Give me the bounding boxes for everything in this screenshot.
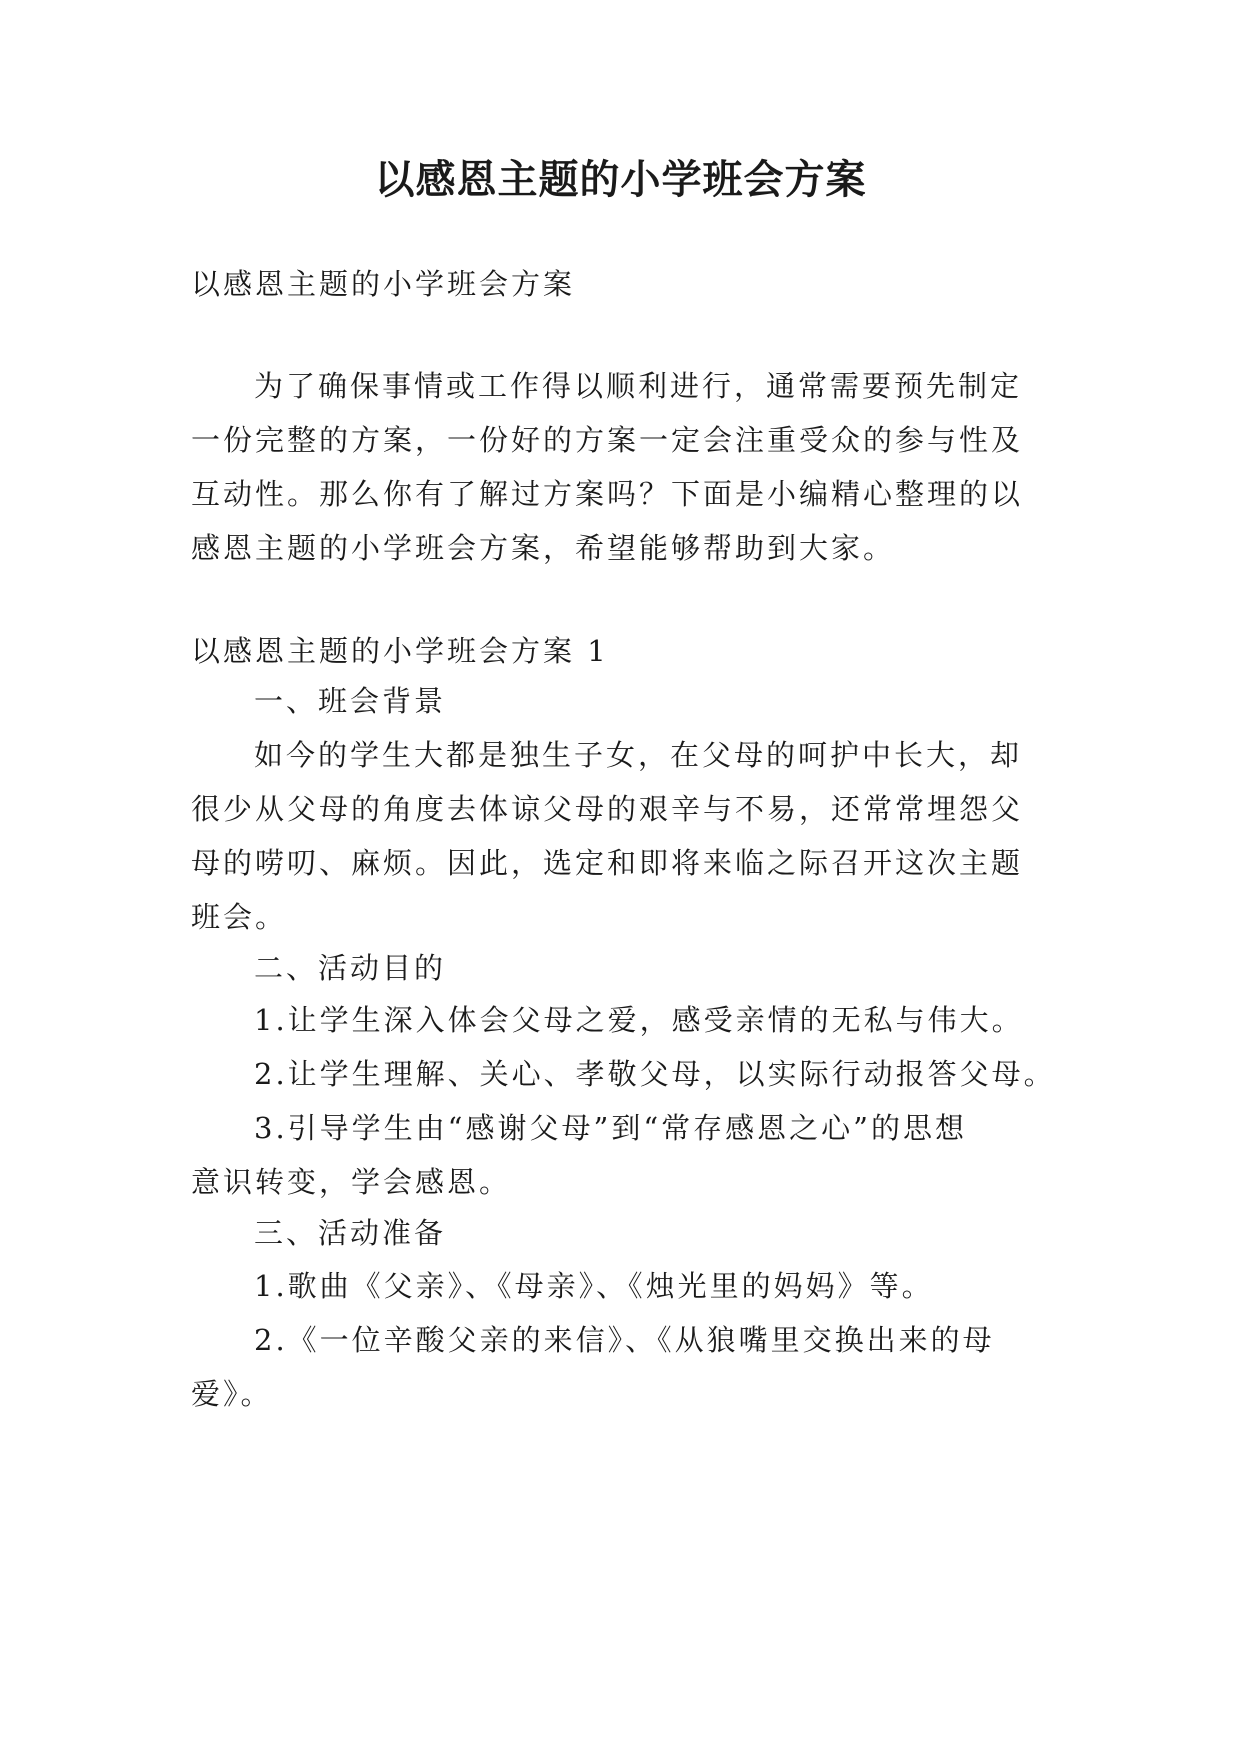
background-line: 如今的学生大都是独生子女，在父母的呵护中长大，却 bbox=[254, 738, 1023, 772]
document-title: 以感恩主题的小学班会方案 bbox=[374, 157, 867, 203]
purpose-item: 3.引导学生由“感谢父母”到“常存感恩之心”的思想 bbox=[254, 1111, 967, 1145]
purpose-item: 2.让学生理解、关心、孝敬父母，以实际行动报答父母。 bbox=[254, 1057, 1056, 1091]
intro-line: 一份完整的方案，一份好的方案一定会注重受众的参与性及 bbox=[191, 423, 1024, 457]
purpose-item-continued: 意识转变，学会感恩。 bbox=[191, 1165, 512, 1199]
prep-item-continued: 爱》。 bbox=[191, 1377, 273, 1411]
purpose-item: 1.让学生深入体会父母之爱，感受亲情的无私与伟大。 bbox=[254, 1003, 1024, 1037]
background-line: 很少从父母的角度去体谅父母的艰辛与不易，还常常埋怨父 bbox=[191, 792, 1024, 826]
background-line: 班会。 bbox=[191, 900, 288, 934]
prep-heading: 三、活动准备 bbox=[254, 1216, 447, 1250]
intro-line: 感恩主题的小学班会方案，希望能够帮助到大家。 bbox=[191, 531, 896, 565]
prep-item: 1.歌曲《父亲》、《母亲》、《烛光里的妈妈》等。 bbox=[254, 1269, 934, 1303]
background-heading: 一、班会背景 bbox=[254, 684, 447, 718]
section-title: 以感恩主题的小学班会方案 1 bbox=[191, 634, 609, 668]
purpose-heading: 二、活动目的 bbox=[254, 951, 447, 985]
background-line: 母的唠叨、麻烦。因此，选定和即将来临之际召开这次主题 bbox=[191, 846, 1024, 880]
prep-item: 2.《一位辛酸父亲的来信》、《从狼嘴里交换出来的母 bbox=[254, 1323, 995, 1357]
document-subtitle: 以感恩主题的小学班会方案 bbox=[191, 267, 576, 301]
intro-line: 互动性。那么你有了解过方案吗？下面是小编精心整理的以 bbox=[191, 477, 1024, 511]
intro-line: 为了确保事情或工作得以顺利进行，通常需要预先制定 bbox=[254, 369, 1023, 403]
